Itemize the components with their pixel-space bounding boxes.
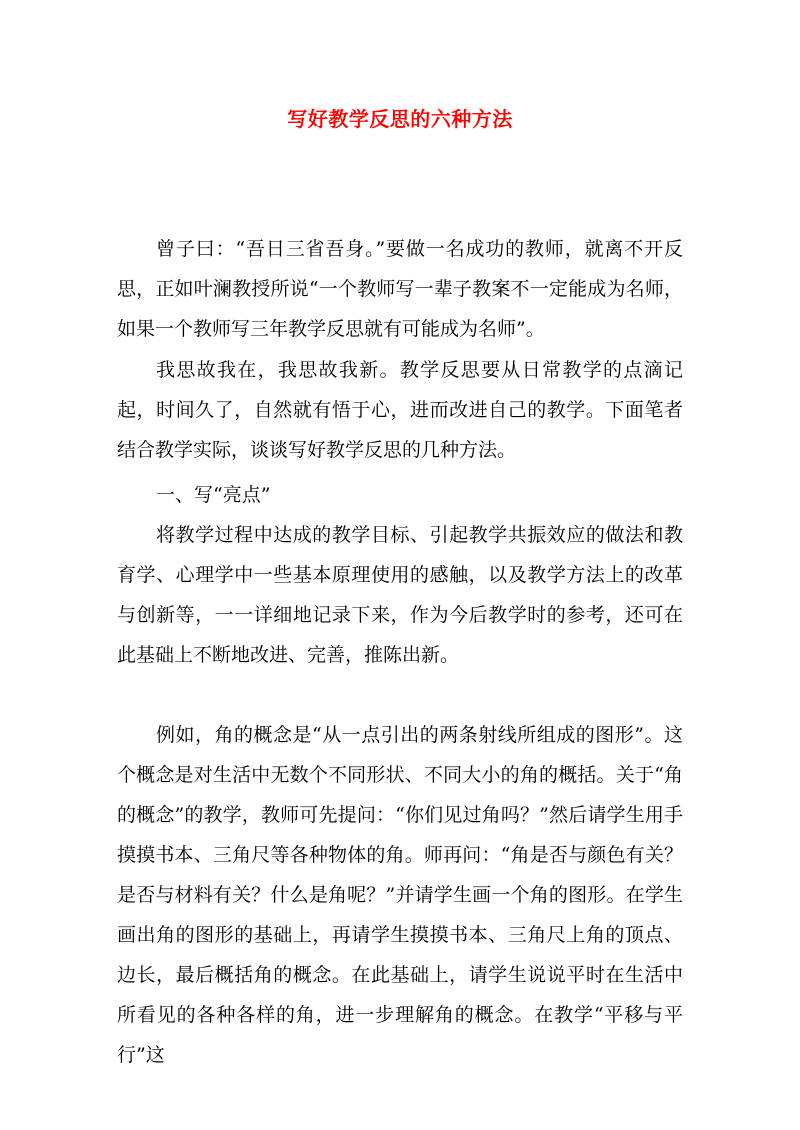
paragraph-highlights: 将教学过程中达成的教学目标、引起教学共振效应的做法和教育学、心理学中一些基本原理使用的感触，以及教学方法上的改革与创新等，一一详细地记录下来，作为今后教学时的参考，还可在此基础上不断地改进、完善，推陈出新。 <box>117 524 683 666</box>
section-heading-highlights: 一、写“亮点” <box>156 484 271 506</box>
document-title: 写好教学反思的六种方法 <box>287 107 513 131</box>
paragraph-reflection: 我思故我在，我思故我新。教学反思要从日常教学的点滴记起，时间久了，自然就有悟于心，进而改进自己的教学。下面笔者结合教学实际，谈谈写好教学反思的几种方法。 <box>117 359 683 461</box>
paragraph-intro: 曾子曰：“吾日三省吾身。”要做一名成功的教师，就离不开反思，正如叶澜教授所说“一个教师写一辈子教案不一定能成为名师，如果一个教师写三年教学反思就有可能成为名师”。 <box>117 238 683 340</box>
paragraph-example: 例如，角的概念是“从一点引出的两条射线所组成的图形”。这个概念是对生活中无数个不同形状、不同大小的角的概括。关于“角的概念”的教学，教师可先提问：“你们见过角吗？”然后请学生用手摸摸书本、三角尺等各种物体的角。师再问：“角是否与颜色有关？是否与材料有关？什么是角呢？”并请学生画一个角的图形。在学生画出角的图形的基础上，再请学生摸摸书本、三角尺上角的顶点、边长，最后概括角的概念。在此基础上，请学生说说平时在生活中所看见的各种各样的角，进一步理解角的概念。在教学“平移与平行”这 <box>117 724 683 1066</box>
